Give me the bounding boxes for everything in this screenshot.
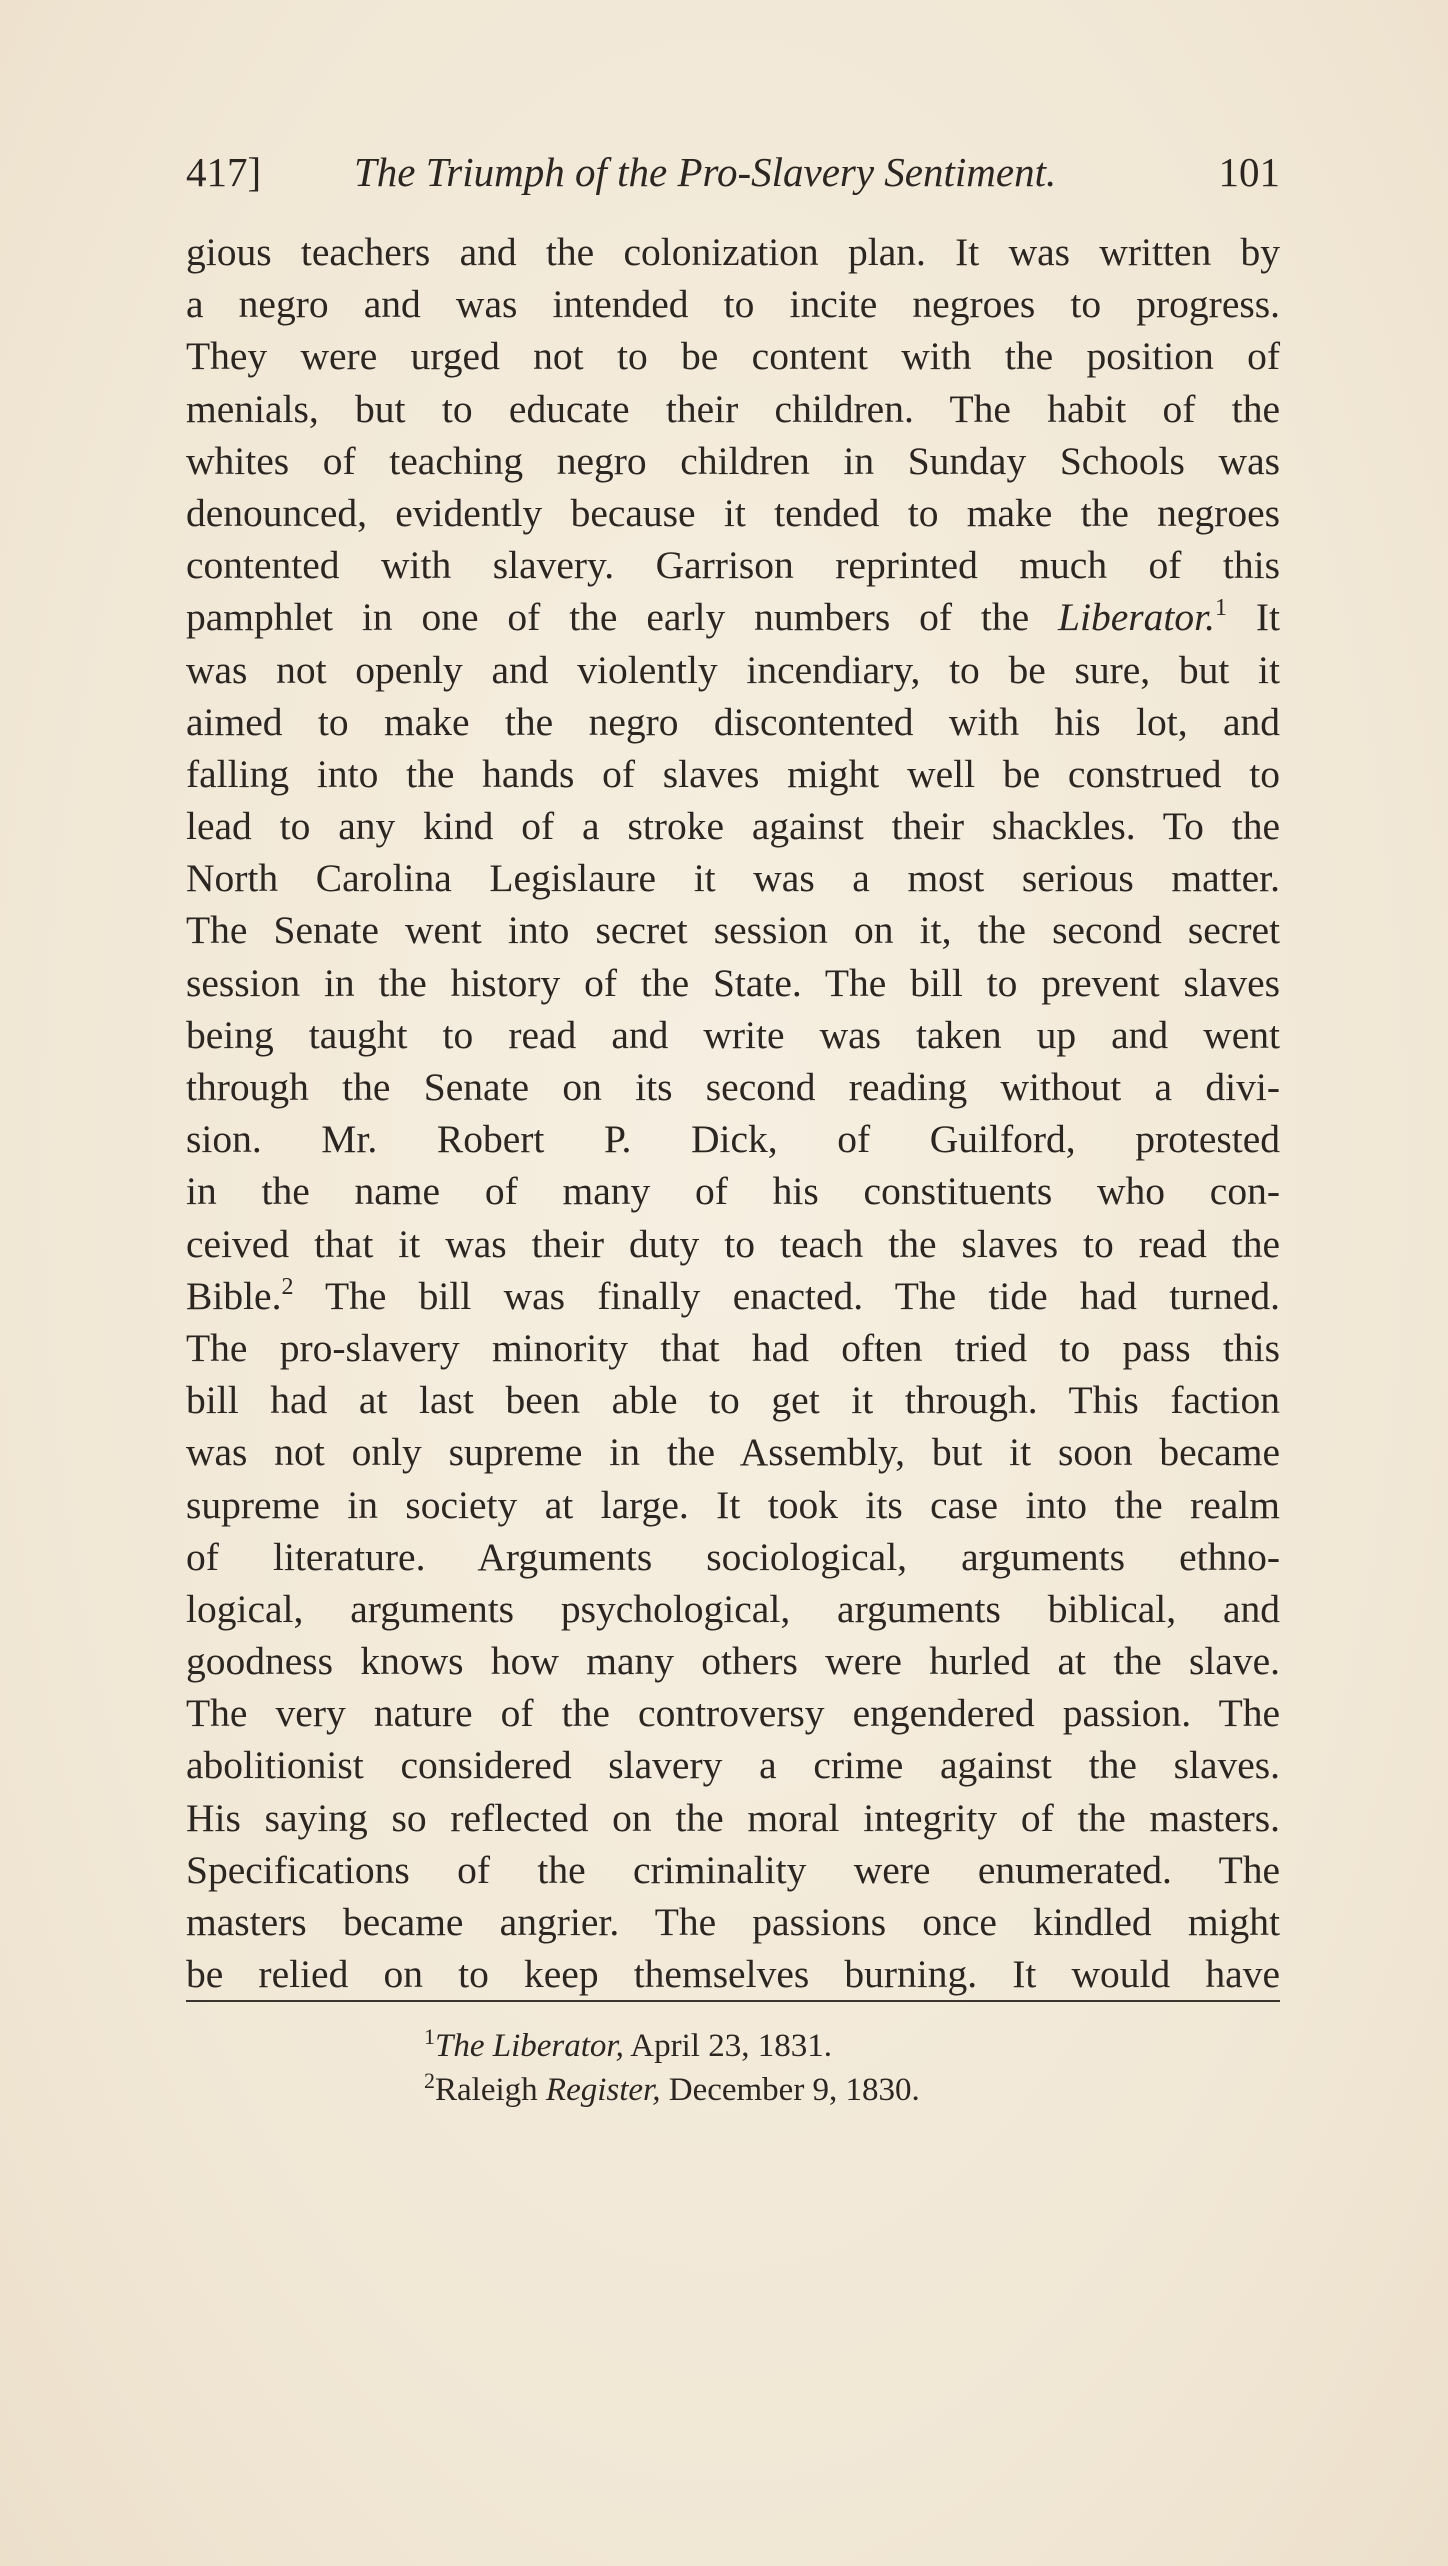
text-line: ceived that it was their duty to teach the slaves to read the <box>186 1221 1280 1266</box>
chapter-title: The Triumph of the Pro-Slavery Sentiment. <box>354 149 1057 195</box>
text-line: being taught to read and write was taken up and went <box>186 1012 1280 1057</box>
italic-title: Liberator. <box>1058 595 1215 640</box>
text-line <box>186 591 1280 643</box>
footnotes <box>424 2024 1124 2112</box>
text-line: abolitionist considered slavery a crime against the slaves. <box>186 1743 1280 1788</box>
text-line: Specifications of the criminality were enumerated. The <box>186 1847 1280 1892</box>
text-line: in the name of many of his constituents who con- <box>186 1169 1280 1214</box>
text-line: was not only supreme in the Assembly, but it soon became <box>186 1430 1280 1475</box>
text-line: They were urged not to be content with the position of <box>186 334 1280 379</box>
body-text <box>186 226 1280 2000</box>
text-line: bill had at last been able to get it through. This faction <box>186 1378 1280 1423</box>
text-line: a negro and was intended to incite negroes to progress. <box>186 282 1280 327</box>
text-line: whites of teaching negro children in Sunday Schools was <box>186 438 1280 483</box>
text-line: The pro-slavery minority that had often tried to pass this <box>186 1325 1280 1370</box>
section-number: 417] <box>186 149 262 195</box>
text-line: session in the history of the State. The bill to prevent slaves <box>186 960 1280 1005</box>
footnote-source: Register, <box>545 2072 661 2108</box>
footnote <box>424 2024 1124 2068</box>
text-line: through the Senate on its second reading without a divi- <box>186 1065 1280 1109</box>
text-line: contented with slavery. Garrison reprinted much of this <box>186 543 1280 588</box>
text-line: His saying so reflected on the moral integrity of the masters. <box>186 1795 1280 1840</box>
text-line: falling into the hands of slaves might well be construed to <box>186 751 1280 796</box>
text-line: goodness knows how many others were hurled at the slave. <box>186 1639 1280 1684</box>
footnote-mark: 2 <box>424 2068 435 2093</box>
text-line: North Carolina Legislaure it was a most serious matter. <box>186 856 1280 901</box>
text-line: was not openly and violently incendiary, to be sure, but it <box>186 647 1280 692</box>
footnote-source: The Liberator, <box>435 2028 624 2064</box>
text-line: The very nature of the controversy engendered passion. The <box>186 1691 1280 1736</box>
page-number: 101 <box>1218 149 1280 195</box>
text-line: menials, but to educate their children. The habit of the <box>186 386 1280 431</box>
text-line: logical, arguments psychological, arguments biblical, and <box>186 1586 1280 1631</box>
footnote-mark: 1 <box>424 2024 435 2049</box>
text-segment: It <box>1226 595 1280 640</box>
running-head <box>186 147 1280 197</box>
text-segment: Bible. <box>186 1273 282 1318</box>
text-line: lead to any kind of a stroke against their shackles. To the <box>186 804 1280 849</box>
text-line: The Senate went into secret session on it, the second secret <box>186 908 1280 953</box>
footnote <box>424 2068 1124 2112</box>
text-segment: pamphlet in one of the early numbers of the <box>186 595 1059 640</box>
footnote-ref[interactable]: 2 <box>281 1273 294 1300</box>
text-segment: The bill was finally enacted. The tide had turned. <box>293 1273 1280 1318</box>
footnote-date: April 23, 1831. <box>623 2028 832 2064</box>
text-line: denounced, evidently because it tended to make the negroes <box>186 490 1280 535</box>
footnote-date: December 9, 1830. <box>660 2072 920 2108</box>
text-line: masters became angrier. The passions once kindled might <box>186 1900 1280 1944</box>
text-line: be relied on to keep themselves burning. It would have <box>186 1952 1280 1997</box>
text-line <box>186 1270 1280 1322</box>
footnote-text: Raleigh <box>435 2072 546 2108</box>
text-line: supreme in society at large. It took its case into the realm <box>186 1482 1280 1527</box>
text-line: aimed to make the negro discontented with his lot, and <box>186 699 1280 744</box>
footnote-rule <box>186 2000 1280 2002</box>
text-line: gious teachers and the colonization plan. It was written by <box>186 230 1280 274</box>
text-line: sion. Mr. Robert P. Dick, of Guilford, protested <box>186 1117 1280 1162</box>
text-line: of literature. Arguments sociological, arguments ethno- <box>186 1534 1280 1579</box>
footnote-ref[interactable]: 1 <box>1214 595 1227 622</box>
